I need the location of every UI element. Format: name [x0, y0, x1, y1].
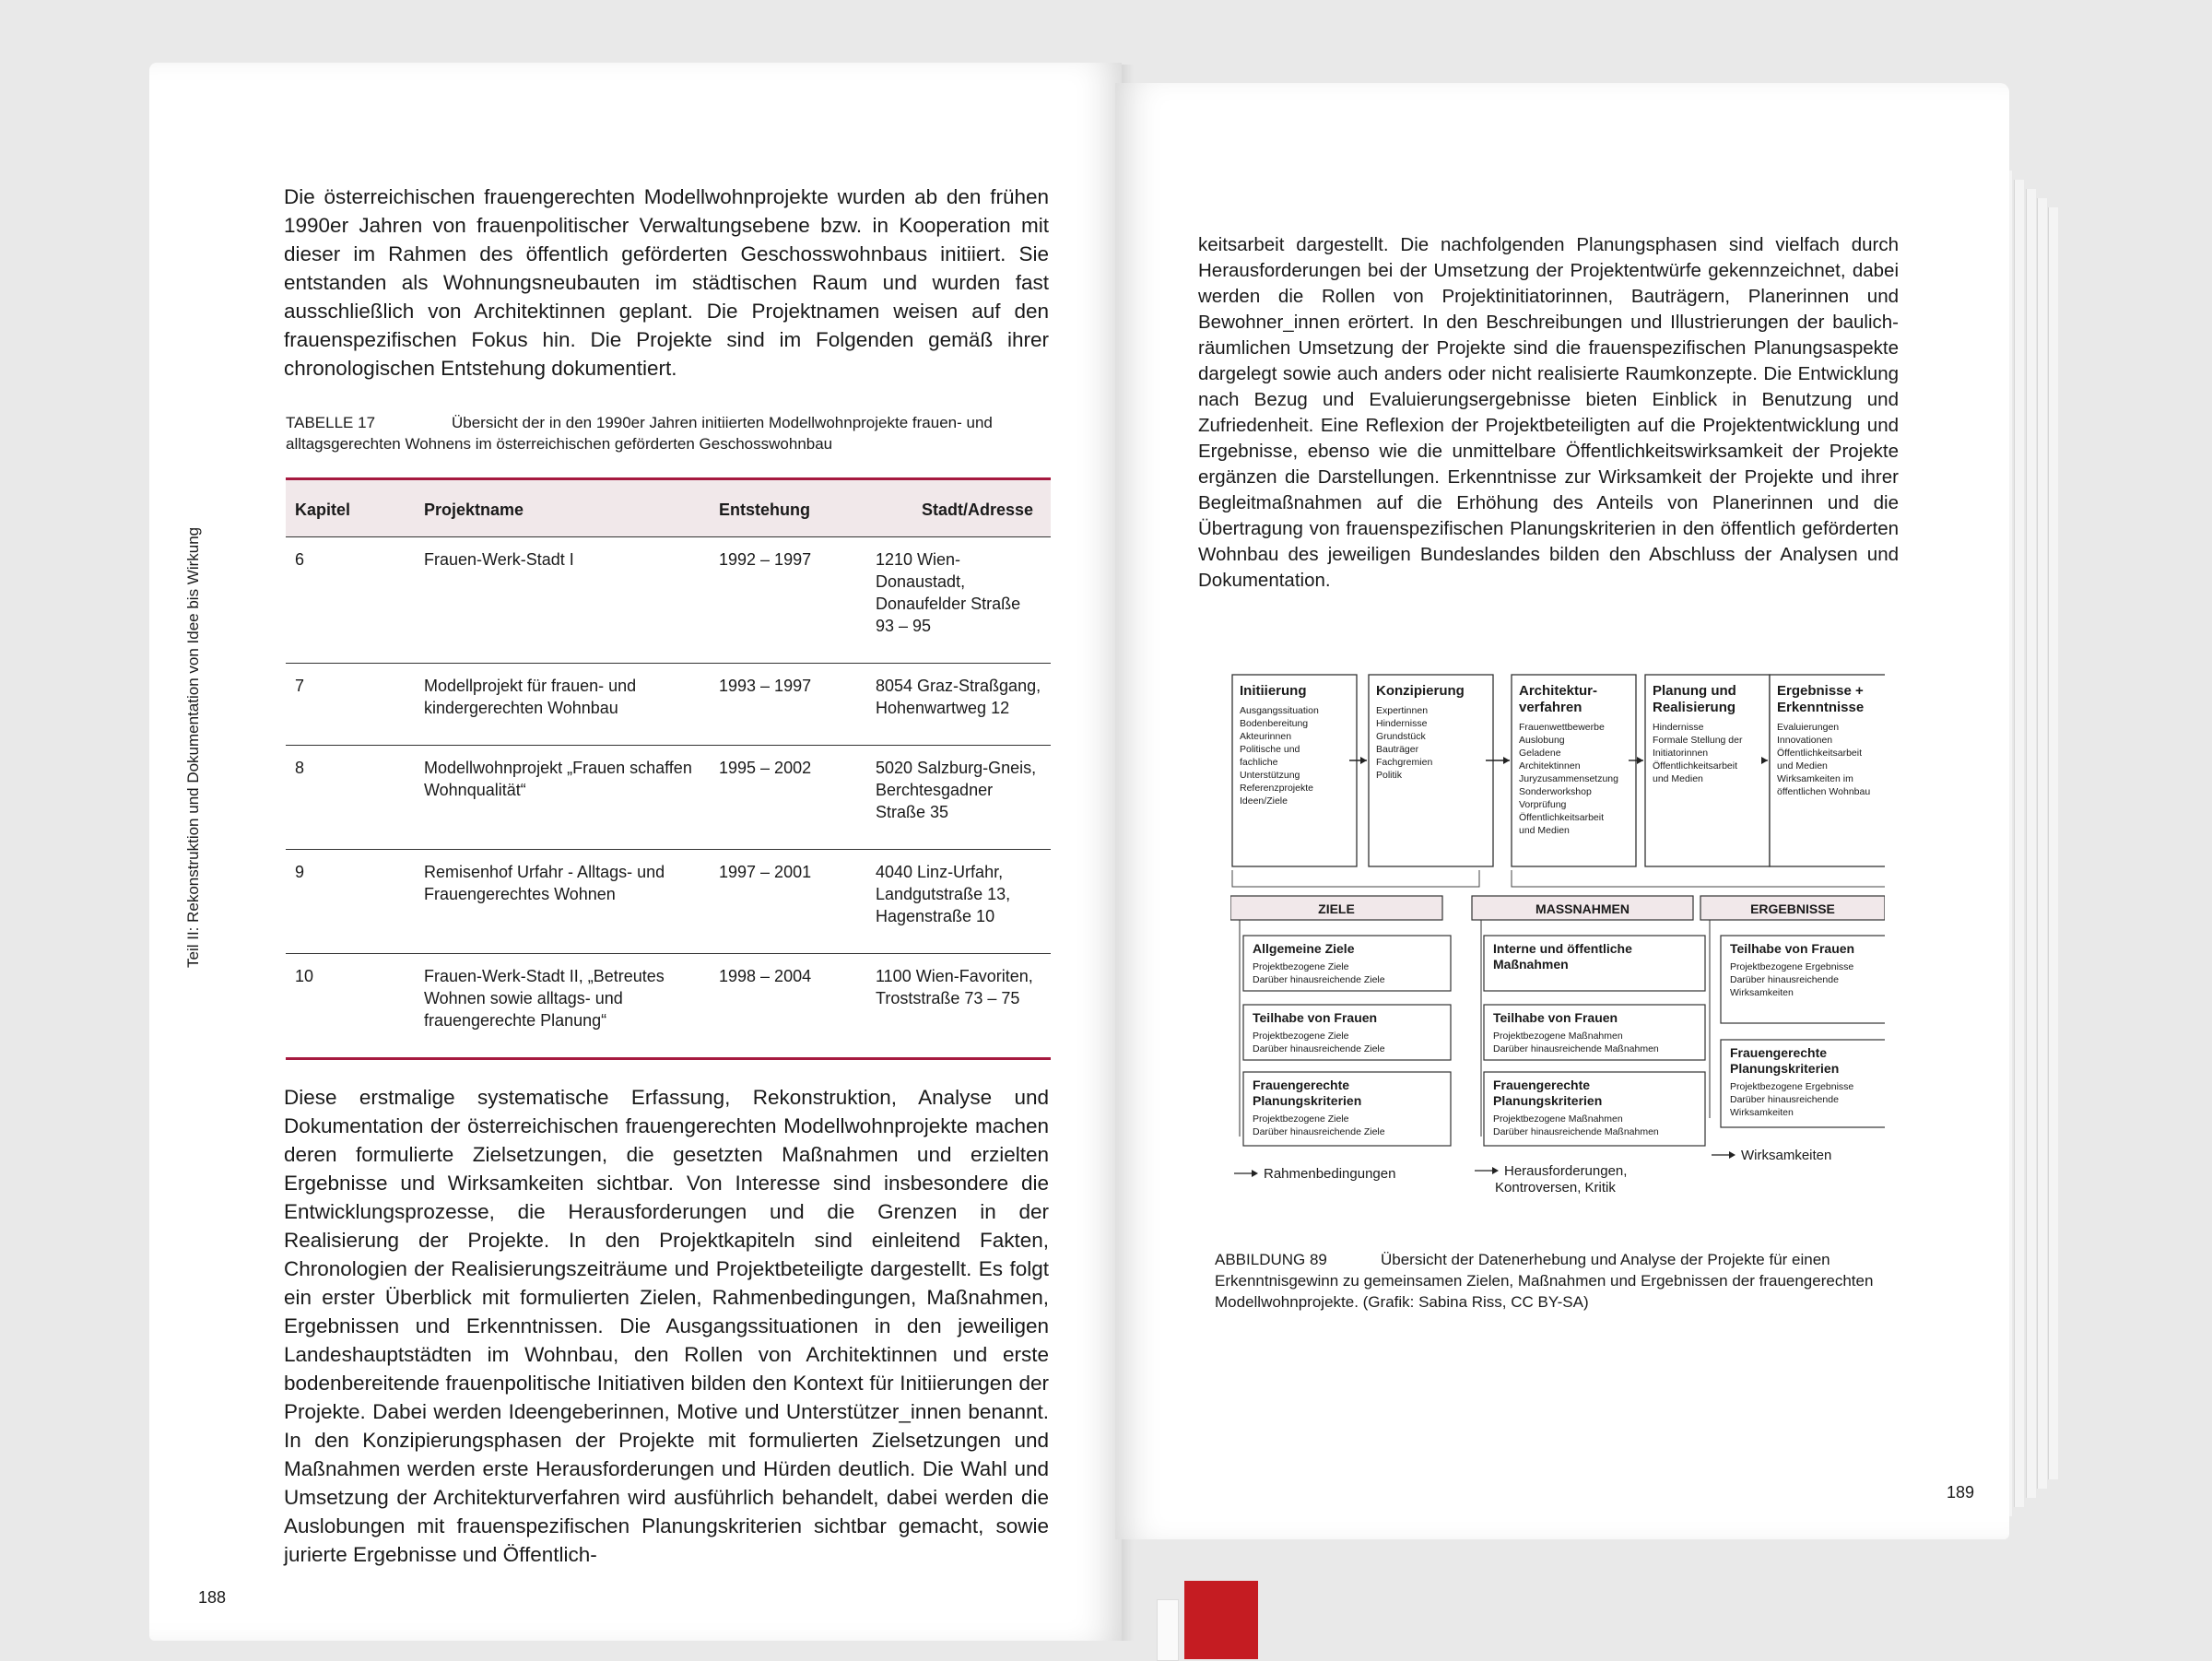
phase-title: Ergebnisse +: [1777, 683, 1864, 699]
chapter-cell: 10: [286, 954, 387, 1059]
phase-item: Öffentlichkeitsarbeit: [1519, 812, 1605, 823]
phase-item: Ausgangssituation: [1240, 705, 1319, 716]
phase-title: Konzipierung: [1376, 683, 1465, 699]
box-title: Frauengerechte: [1253, 1078, 1350, 1092]
address-cell: 1100 Wien-Favoriten, Troststraße 73 – 75: [866, 954, 1051, 1059]
box-line: Projektbezogene Ergebnisse: [1730, 1081, 1854, 1092]
phase-item: Initiatorinnen: [1653, 748, 1709, 759]
phase-title: Erkenntnisse: [1777, 700, 1865, 715]
footer-arrow-head: [1492, 1167, 1499, 1174]
phase-item: Sonderworkshop: [1519, 786, 1592, 797]
period-cell: 1993 – 1997: [710, 664, 866, 746]
box-line: Wirksamkeiten: [1730, 1107, 1794, 1118]
box-title: Frauengerechte: [1730, 1045, 1828, 1060]
box-line: Projektbezogene Ziele: [1253, 961, 1349, 972]
phase-title: Realisierung: [1653, 700, 1736, 715]
chapter-cell: 9: [286, 850, 387, 954]
analysis-paragraph: Diese erstmalige systematische Erfassung, Rekonstruktion, Analyse und Dokumentation der österreichischen frauengerechten Modellwohnprojekte machen deren formulierte Zielsetzungen, die gesetzten Maßnahmen und erzielten Ergebnisse und Wirksamkeiten sichtbar. Von Interesse sind insbesondere die Entwicklungsprozesse, die Herausforderungen und die Grenzen in der Realisierung der Projekte. In den Projektkapiteln sind einleitend Fakten, Chronologien der Realisierungszeiträume und Projektbeteiligte dargestellt. Es folgt ein erster Überblick mit formulierten Zielen, Rahmenbedingungen, Maßnahmen, Ergebnissen und Erkenntnissen. Die Ausgangssituationen in den jeweiligen Landeshauptstädten im Wohnbau, den Rollen von Architektinnen und erste bodenbereitende frauenpolitische Initiativen bilden den Kontext für Initiierungen der Projekte. Dabei werden Ideengeberinnen, Motive und Unterstützer_innen benannt. In den Konzipierungsphasen der Projekte mit formulierten Zielsetzungen und Maßnahmen werden erste Herausforderungen und Hürden deutlich. Die Wahl und Umsetzung der Architekturverfahren wird ausführlich behandelt, dabei werden die Auslobungen mit frauenspezifischen Planungskriterien sichtbar gemacht, sowie jurierte Ergebnisse und Öffentlich-: [284, 1086, 1049, 1566]
phase-title: verfahren: [1519, 700, 1583, 715]
phase-item: und Medien: [1777, 760, 1828, 772]
figure-label: ABBILDUNG 89: [1215, 1251, 1327, 1268]
address-cell: 5020 Salzburg-Gneis, Berchtesgadner Straße 35: [866, 746, 1051, 850]
figure-caption: [1215, 1249, 1888, 1313]
table-row: [286, 746, 1051, 850]
phase-item: Hindernisse: [1376, 718, 1428, 729]
box-line: Wirksamkeiten: [1730, 987, 1794, 998]
arrow-head: [1360, 757, 1367, 764]
box-line: Darüber hinausreichende Ziele: [1253, 974, 1385, 985]
phase-item: Hindernisse: [1653, 722, 1704, 733]
page-number-left: 188: [198, 1588, 227, 1607]
phase-item: Formale Stellung der: [1653, 735, 1743, 746]
box-line: Darüber hinausreichende Ziele: [1253, 1043, 1385, 1054]
phase-item: Öffentlichkeitsarbeit: [1777, 748, 1863, 759]
footer-arrow-head: [1252, 1170, 1258, 1177]
table-header-cell: Entstehung: [710, 479, 866, 537]
projects-table: [286, 477, 1051, 1060]
phase-item: Bodenbereitung: [1240, 718, 1309, 729]
phase-item: Grundstück: [1376, 731, 1426, 742]
box-title: Planungskriterien: [1493, 1093, 1603, 1108]
phase-item: öffentlichen Wohnbau: [1777, 786, 1871, 797]
chapter-cell: 7: [286, 664, 387, 746]
table-header-cell: Stadt/Adresse: [866, 479, 1051, 537]
phase-title: Initiierung: [1240, 683, 1307, 699]
phase-item: Innovationen: [1777, 735, 1833, 746]
address-cell: 1210 Wien-Donaustadt, Donaufelder Straße 93 – 95: [866, 537, 1051, 664]
page-number-right: 189: [1947, 1483, 1975, 1502]
box-line: Darüber hinausreichende: [1730, 1094, 1839, 1105]
box-title: Interne und öffentliche: [1493, 941, 1632, 956]
phase-item: Frauenwettbewerbe: [1519, 722, 1605, 733]
phase-item: Unterstützung: [1240, 770, 1300, 781]
box-line: Darüber hinausreichende: [1730, 974, 1839, 985]
period-cell: 1992 – 1997: [710, 537, 866, 664]
phase-item: Politische und: [1240, 744, 1300, 755]
figure-caption-text: Übersicht der Datenerhebung und Analyse der Projekte für einen Erkenntnisgewinn zu gemeinsamen Zielen, Maßnahmen und Ergebnissen der frauengerechten Modellwohnprojekte. (Grafik: Sabina Riss, CC BY-SA): [1215, 1251, 1874, 1311]
column-header: ZIELE: [1318, 901, 1355, 916]
phase-item: Evaluierungen: [1777, 722, 1840, 733]
phase-title: Planung und: [1653, 683, 1736, 699]
period-cell: 1995 – 2002: [710, 746, 866, 850]
phase-item: Referenzprojekte: [1240, 783, 1313, 794]
page-stack-edge: [2026, 189, 2036, 1498]
phase-item: Öffentlichkeitsarbeit: [1653, 760, 1738, 772]
bookmark-ribbon-red: [1184, 1581, 1258, 1659]
box-line: Darüber hinausreichende Ziele: [1253, 1126, 1385, 1137]
phase-item: Geladene: [1519, 748, 1561, 759]
table-header-cell: Projektname: [387, 479, 710, 537]
arrow-head: [1503, 757, 1510, 764]
box-line: Projektbezogene Ziele: [1253, 1113, 1349, 1125]
box-title: Planungskriterien: [1253, 1093, 1362, 1108]
column-header: MASSNAHMEN: [1535, 901, 1630, 916]
box-title: Planungskriterien: [1730, 1061, 1840, 1076]
column-footer: Wirksamkeiten: [1741, 1148, 1832, 1163]
box-title: Teilhabe von Frauen: [1730, 941, 1855, 956]
project-name-cell: Frauen-Werk-Stadt I: [387, 537, 710, 664]
phase-item: Bauträger: [1376, 744, 1419, 755]
phase-item: und Medien: [1653, 773, 1703, 784]
box-line: Projektbezogene Maßnahmen: [1493, 1113, 1623, 1125]
phase-title: Architektur-: [1519, 683, 1598, 699]
phase-item: und Medien: [1519, 825, 1570, 836]
box-line: Projektbezogene Maßnahmen: [1493, 1031, 1623, 1042]
phase-item: Ideen/Ziele: [1240, 795, 1288, 807]
box-line: Darüber hinausreichende Maßnahmen: [1493, 1043, 1659, 1054]
table-row: [286, 954, 1051, 1059]
table-row: [286, 664, 1051, 746]
box-title: Teilhabe von Frauen: [1493, 1010, 1618, 1025]
column-footer: Rahmenbedingungen: [1264, 1166, 1396, 1182]
box-title: Teilhabe von Frauen: [1253, 1010, 1378, 1025]
table-caption: [286, 412, 1032, 454]
table-header-cell: Kapitel: [286, 479, 387, 537]
column-header: ERGEBNISSE: [1750, 901, 1835, 916]
page-stack-edge: [2037, 198, 2047, 1489]
table-row: [286, 850, 1051, 954]
table-caption-text: Übersicht der in den 1990er Jahren initiierten Modellwohnprojekte frauen- und alltagsgerechten Wohnens im österreichischen geförderten Geschosswohnbau: [286, 414, 993, 453]
address-cell: 8054 Graz-Straßgang, Hohenwartweg 12: [866, 664, 1051, 746]
box-title: Allgemeine Ziele: [1253, 941, 1355, 956]
box-line: Darüber hinausreichende Maßnahmen: [1493, 1126, 1659, 1137]
box-title: Frauengerechte: [1493, 1078, 1591, 1092]
phase-item: Vorprüfung: [1519, 799, 1567, 810]
phase-item: Akteurinnen: [1240, 731, 1292, 742]
project-name-cell: Frauen-Werk-Stadt II, „Betreutes Wohnen sowie alltags- und frauengerechte Planung“: [387, 954, 710, 1059]
running-head-vertical: Teil II: Rekonstruktion und Dokumentation von Idee bis Wirkung: [184, 526, 202, 968]
period-cell: 1997 – 2001: [710, 850, 866, 954]
phase-item: Fachgremien: [1376, 757, 1433, 768]
intro-paragraph: Die österreichischen frauengerechten Modellwohnprojekte wurden ab den frühen 1990er Jahren von frauenpolitischer Verwaltungsebene bzw. in Kooperation mit dieser im Rahmen des öffentlich geförderten Geschosswohnbaus initiiert. Sie entstanden als Wohnungsneubauten im städtischen Raum und wurden fast ausschließlich von Architektinnen geplant. Die Projektnamen weisen auf den frauenspezifischen Fokus hin. Die Projekte sind im Folgenden gemäß ihrer chronologischen Entstehung dokumentiert.: [284, 185, 1049, 380]
project-name-cell: Remisenhof Urfahr - Alltags- und Frauengerechtes Wohnen: [387, 850, 710, 954]
project-name-cell: Modellwohnprojekt „Frauen schaffen Wohnqualität“: [387, 746, 710, 850]
column-footer: Herausforderungen,: [1504, 1163, 1628, 1179]
phase-item: Auslobung: [1519, 735, 1565, 746]
box-line: Projektbezogene Ziele: [1253, 1031, 1349, 1042]
bookmark-ribbon-white: [1157, 1599, 1179, 1661]
address-cell: 4040 Linz-Urfahr, Landgutstraße 13, Hagenstraße 10: [866, 850, 1051, 954]
box-line: Projektbezogene Ergebnisse: [1730, 961, 1854, 972]
process-diagram: [1230, 673, 1885, 1217]
table-row: [286, 537, 1051, 664]
bracket: [1232, 870, 1479, 887]
chapter-cell: 8: [286, 746, 387, 850]
footer-arrow-head: [1729, 1151, 1735, 1159]
arrow-head: [1637, 757, 1643, 764]
continuation-paragraph: keitsarbeit dargestellt. Die nachfolgenden Planungsphasen sind vielfach durch Herausforderungen bei der Umsetzung der Projektentwürfe gekennzeichnet, dabei werden die Rollen von Projektinitiatorinnen, Bauträgern, Planerinnen und Bewohner_innen erörtert. In den Beschreibungen und Illustrierungen der baulich-räumlichen Umsetzung der Projekte sind die frauenspezifischen Planungsaspekte dargelegt sowie auch anders oder nicht realisierte Raumkonzepte. Die Entwicklung nach Bezug und Evaluierungsergebnisse bieten Einblick in Benutzung und Zufriedenheit. Eine Reflexion der Projektbeteiligten auf die Projektentwicklung und Ergebnisse, ebenso wie die unmittelbare Öffentlichkeitswirksamkeit der Projekte ergänzen die Darstellungen. Erkenntnisse zur Wirksamkeit der Projekte und ihrer Begleitmaßnahmen auf die Erhöhung des Anteils von Planerinnen und die Übertragung von frauenspezifischen Planungskriterien in den öffentlich geförderten Wohnbau des jeweiligen Bundeslandes bilden den Abschluss der Analysen und Dokumentation.: [1198, 234, 1899, 591]
bracket: [1512, 870, 1885, 887]
phase-item: Juryzusammensetzung: [1519, 773, 1618, 784]
page-stack-edge: [2014, 180, 2024, 1507]
phase-item: fachliche: [1240, 757, 1278, 768]
chapter-cell: 6: [286, 537, 387, 664]
table-label: TABELLE 17: [286, 414, 376, 431]
box-title: Maßnahmen: [1493, 957, 1569, 972]
period-cell: 1998 – 2004: [710, 954, 866, 1059]
project-name-cell: Modellprojekt für frauen- und kindergerechten Wohnbau: [387, 664, 710, 746]
column-footer: Kontroversen, Kritik: [1495, 1180, 1616, 1196]
page-stack-edge: [2048, 207, 2058, 1479]
phase-item: Architektinnen: [1519, 760, 1581, 772]
phase-item: Expertinnen: [1376, 705, 1429, 716]
phase-item: Wirksamkeiten im: [1777, 773, 1853, 784]
phase-item: Politik: [1376, 770, 1403, 781]
table-header-row: [286, 479, 1051, 537]
